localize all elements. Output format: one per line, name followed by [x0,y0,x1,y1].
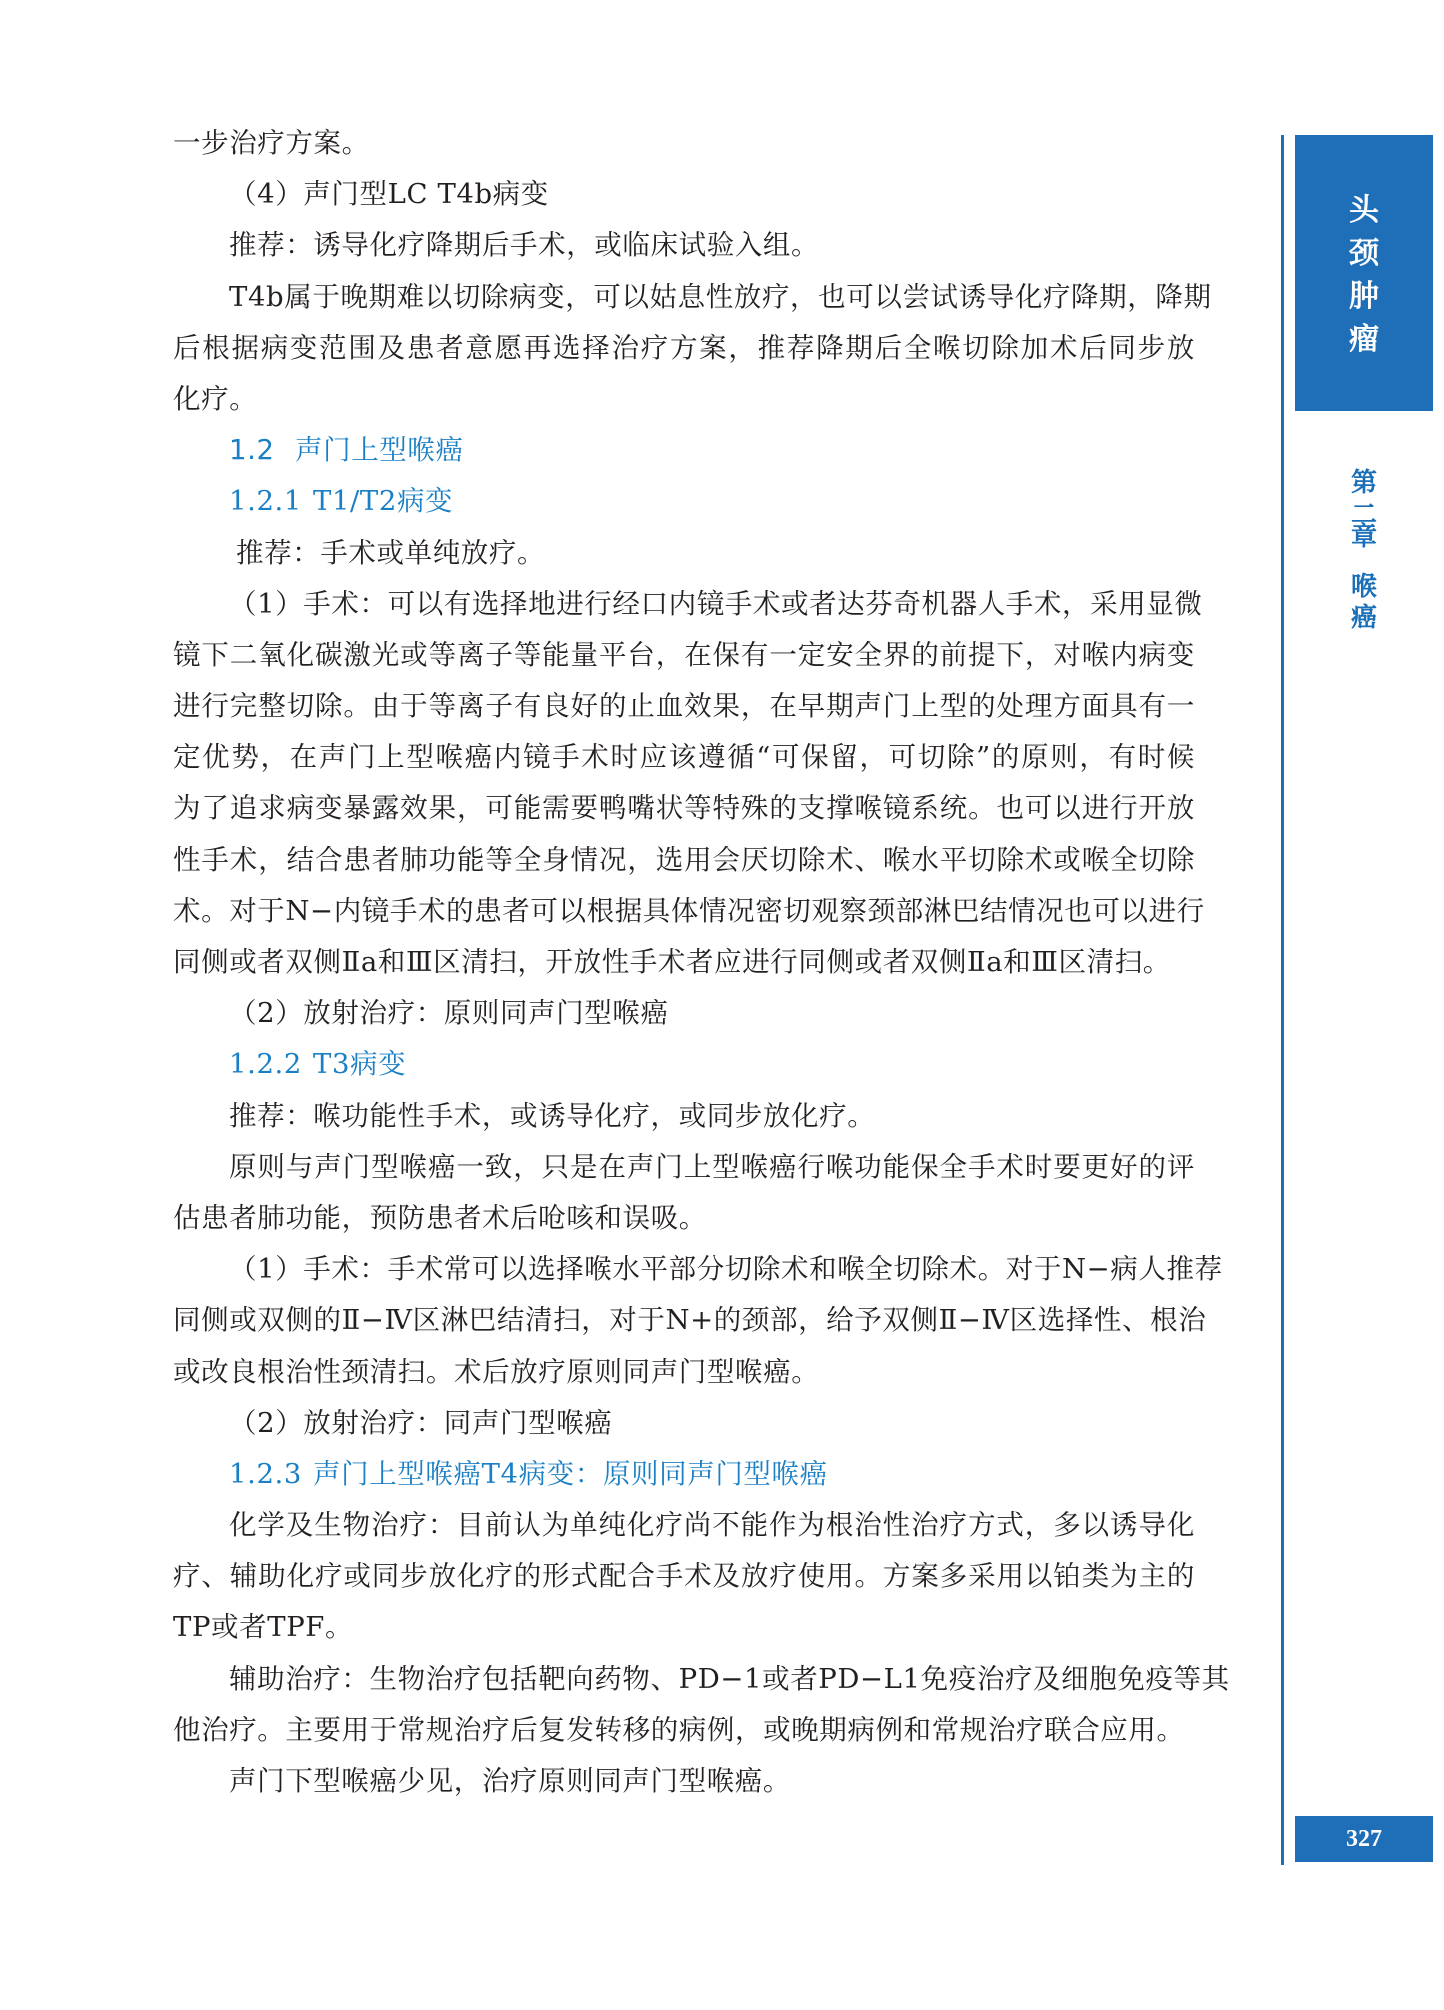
text-line: 后根据病变范围及患者意愿再选择治疗方案，推荐降期后全喉切除加术后同步放 [173,331,1195,364]
text-line: 一步治疗方案。 [173,127,370,159]
text-line: （1）手术：手术常可以选择喉水平部分切除术和喉全切除术。对于N−病人推荐 [229,1253,1223,1286]
text-line: 或改良根治性颈清扫。术后放疗原则同声门型喉癌。 [173,1355,820,1388]
text-line: 原则与声门型喉癌一致，只是在声门上型喉癌行喉功能保全手术时要更好的评 [229,1150,1195,1183]
chapter-label-char: 第 [1350,468,1377,498]
text-line: 定优势，在声门上型喉癌内镜手术时应该遵循“可保留，可切除”的原则，有时候 [173,741,1195,774]
text-line: 辅助治疗：生物治疗包括靶向药物、PD−1或者PD−L1免疫治疗及细胞免疫等其 [229,1662,1230,1695]
recommendation: 推荐：诱导化疗降期后手术，或临床试验入组。 [229,229,820,262]
chapter-label-char: 喉 [1350,572,1377,602]
section-tab-char: 瘤 [1349,322,1379,357]
chapter-label-char: 癌 [1350,603,1377,633]
subsection-heading-1-2-3 [173,1449,1195,1500]
subsection-number: 1.2.2 [229,1048,302,1081]
text-line: 他治疗。主要用于常规治疗后复发转移的病例，或晚期病例和常规治疗联合应用。 [173,1713,1185,1746]
section-number: 1.2 [229,434,275,467]
section-heading-1-2 [173,425,1195,476]
text-line: 估患者肺功能，预防患者术后呛咳和误吸。 [173,1201,707,1234]
recommendation: 推荐：手术或单纯放疗。 [236,536,546,569]
section-tab-char: 颈 [1349,236,1379,271]
subsection-number: 1.2.3 [229,1457,302,1490]
text-line: T4b属于晚期难以切除病变，可以姑息性放疗，也可以尝试诱导化疗降期，降期 [229,280,1212,313]
margin-divider [1281,135,1284,1865]
section-title: 声门上型喉癌 [295,434,464,467]
text-line: 声门下型喉癌少见，治疗原则同声门型喉癌。 [229,1765,791,1797]
subsection-title: T3病变 [313,1048,407,1081]
subsection-number: 1.2.1 [229,485,302,518]
text-line: （1）手术：可以有选择地进行经口内镜手术或者达芬奇机器人手术，采用显微 [229,587,1203,620]
subsection-heading-1-2-2 [173,1039,1195,1090]
text-line: 同侧或者双侧Ⅱa和Ⅲ区清扫，开放性手术者应进行同侧或者双侧Ⅱa和Ⅲ区清扫。 [173,946,1171,978]
text-line: 化学及生物治疗：目前认为单纯化疗尚不能作为根治性治疗方式，多以诱导化 [229,1509,1195,1542]
text-line: （2）放射治疗：同声门型喉癌 [229,1406,613,1439]
text-line: 为了追求病变暴露效果，可能需要鸭嘴状等特殊的支撑喉镜系统。也可以进行开放 [173,792,1195,825]
text-line: 同侧或双侧的Ⅱ−Ⅳ区淋巴结清扫，对于N+的颈部，给予双侧Ⅱ−Ⅳ区选择性、根治 [173,1304,1207,1337]
section-tab-char: 头 [1349,193,1379,228]
text-line: 化疗。 [173,382,258,415]
text-line: 性手术，结合患者肺功能等全身情况，选用会厌切除术、喉水平切除术或喉全切除 [173,843,1195,876]
page-body [173,118,1230,1807]
section-tab-char: 肿 [1349,279,1379,314]
text-line: （2）放射治疗：原则同声门型喉癌 [229,997,669,1030]
text-line: 镜下二氧化碳激光或等离子等能量平台，在保有一定安全界的前提下，对喉内病变 [173,638,1195,671]
text-line: 术。对于N−内镜手术的患者可以根据具体情况密切观察颈部淋巴结情况也可以进行 [173,894,1205,927]
chapter-label-char: 二 [1350,500,1377,530]
text-line: TP或者TPF。 [173,1611,354,1644]
subsection-title: T1/T2病变 [313,485,454,518]
subsection-heading-1-2-1 [173,476,1195,527]
chapter-label-char: 章 [1350,522,1377,552]
subsection-title: 声门上型喉癌T4病变：原则同声门型喉癌 [313,1457,828,1490]
text-line: 疗、辅助化疗或同步放化疗的形式配合手术及放疗使用。方案多采用以铂类为主的 [173,1560,1195,1593]
recommendation: 推荐：喉功能性手术，或诱导化疗，或同步放化疗。 [229,1099,876,1132]
text-line: 进行完整切除。由于等离子有良好的止血效果，在早期声门上型的处理方面具有一 [173,690,1195,723]
list-item-heading: （4）声门型LC T4b病变 [229,178,549,211]
page-number: 327 [1295,1816,1433,1862]
